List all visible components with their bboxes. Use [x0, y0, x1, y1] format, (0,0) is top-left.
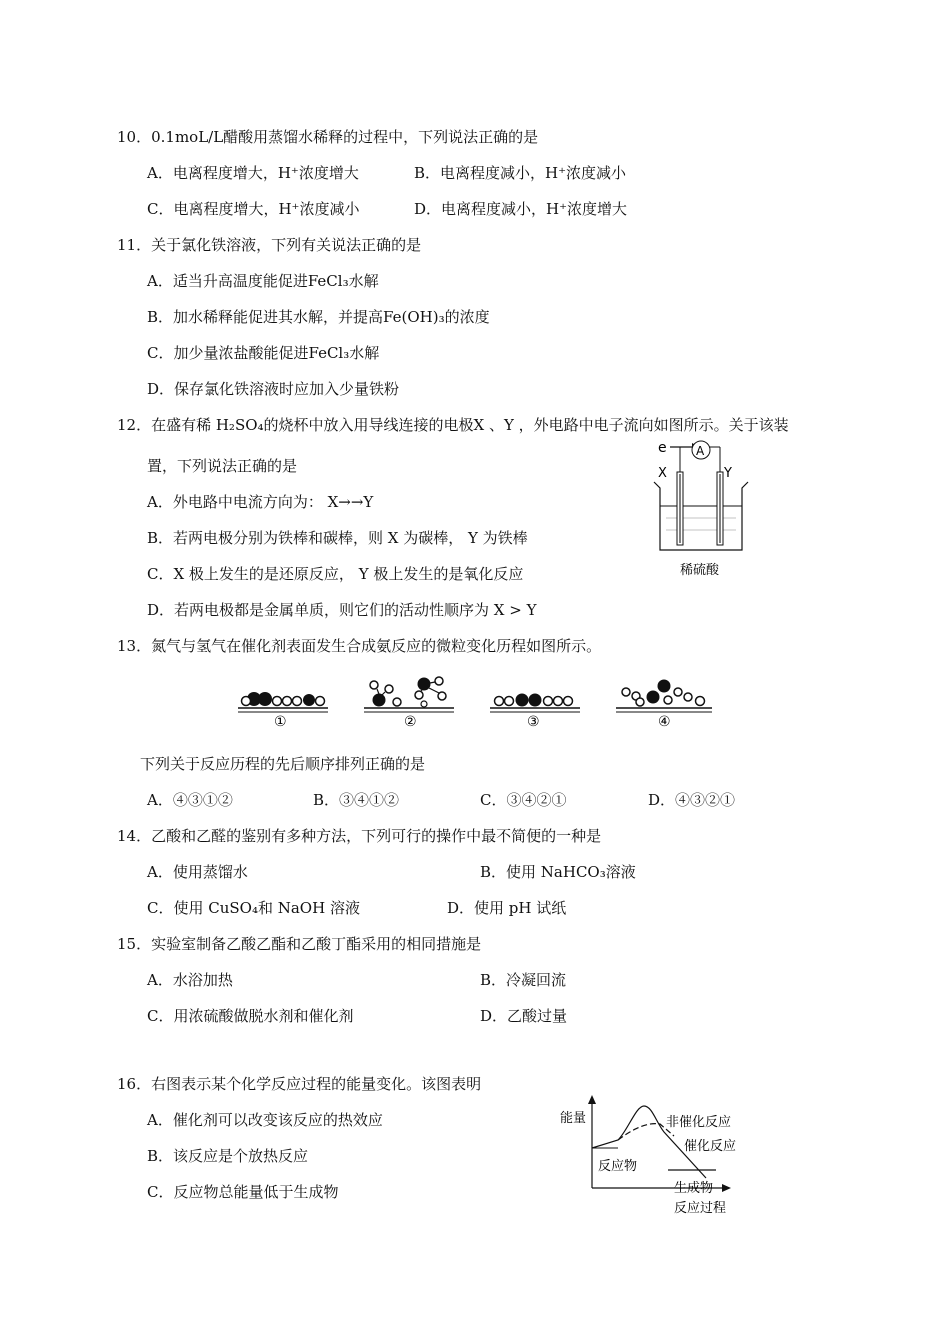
q11-stem: 11．关于氯化铁溶液，下列有关说法正确的是	[117, 236, 422, 254]
mechanism-panel-4	[616, 680, 712, 731]
product-label: 生成物	[674, 1181, 714, 1196]
q12-stem-line1: 12．在盛有稀 H₂SO₄的烧杯中放入用导线连接的电极X 、Y ，外电路中电子流向如图所示。关于该装	[117, 416, 789, 434]
x-axis-arrow	[722, 1184, 731, 1192]
q13-option-c: C．③④②①	[480, 791, 567, 809]
q14-option-a: A．使用蒸馏水	[147, 863, 248, 881]
panel-label-3: ③	[527, 714, 540, 730]
catalyzed-label: 催化反应	[684, 1139, 737, 1154]
mechanism-panel-1	[238, 692, 328, 730]
q12-option-c: C．X 极上发生的是还原反应， Y 极上发生的是氧化反应	[147, 565, 524, 583]
energy-diagram-figure	[556, 1092, 756, 1222]
q12-option-a: A．外电路中电流方向为： X→→Y	[147, 493, 374, 511]
q13-option-a: A．④③①②	[147, 791, 233, 809]
q13-option-b: B．③④①②	[313, 791, 400, 809]
q16-option-c: C．反应物总能量低于生成物	[147, 1183, 339, 1201]
q15-option-a: A．水浴加热	[147, 971, 233, 989]
q12-option-d: D．若两电极都是金属单质，则它们的活动性顺序为 X > Y	[147, 601, 537, 619]
q15-stem: 15．实验室制备乙酸乙酯和乙酸丁酯采用的相同措施是	[117, 935, 482, 953]
q10-option-d: D．电离程度减小，H⁺浓度增大	[414, 200, 628, 218]
q14-stem: 14．乙酸和乙醛的鉴别有多种方法，下列可行的操作中最不简便的一种是	[117, 827, 602, 845]
beaker	[654, 482, 748, 550]
q13-stem: 13．氮气与氢气在催化剂表面发生合成氨反应的微粒变化历程如图所示。	[117, 637, 602, 655]
q13-sub-question: 下列关于反应历程的先后顺序排列正确的是	[140, 755, 426, 773]
q16-stem: 16．右图表示某个化学反应过程的能量变化。该图表明	[117, 1075, 482, 1093]
q10-option-a: A．电离程度增大，H⁺浓度增大	[147, 164, 359, 182]
energy-axis-label: 能量	[560, 1111, 587, 1126]
q13-option-d: D．④③②①	[648, 791, 736, 809]
electron-label: e	[658, 440, 667, 456]
q11-option-c: C．加少量浓盐酸能促进FeCl₃水解	[147, 344, 380, 362]
ammeter-label: A	[696, 444, 705, 458]
q16-option-b: B．该反应是个放热反应	[147, 1147, 309, 1165]
q12-stem-line2: 置，下列说法正确的是	[147, 457, 298, 475]
electrode-x-label: X	[658, 466, 667, 481]
q11-option-a: A．适当升高温度能促进FeCl₃水解	[147, 272, 379, 290]
q10-option-b: B．电离程度减小，H⁺浓度减小	[414, 164, 627, 182]
q10-option-c: C．电离程度增大，H⁺浓度减小	[147, 200, 360, 218]
uncatalyzed-label: 非催化反应	[666, 1115, 732, 1130]
q14-option-b: B．使用 NaHCO₃溶液	[480, 863, 636, 881]
panel-label-1: ①	[274, 714, 287, 730]
reaction-mechanism-figure	[234, 672, 724, 736]
y-axis-arrow	[588, 1095, 596, 1104]
q14-option-d: D．使用 pH 试纸	[447, 899, 567, 917]
q15-option-d: D．乙酸过量	[480, 1007, 568, 1025]
q15-option-b: B．冷凝回流	[480, 971, 567, 989]
beaker-caption: 稀硫酸	[680, 563, 720, 578]
q10-stem: 10．0.1moL/L醋酸用蒸馏水稀释的过程中，下列说法正确的是	[117, 128, 539, 146]
mechanism-panel-2	[364, 677, 454, 730]
q12-option-b: B．若两电极分别为铁棒和碳棒，则 X 为碳棒， Y 为铁棒	[147, 529, 528, 547]
reactant-label: 反应物	[598, 1159, 638, 1174]
electrode-y-label: Y	[724, 466, 732, 481]
electrochemical-cell-figure	[648, 432, 758, 582]
q11-option-b: B．加水稀释能促进其水解，并提高Fe(OH)₃的浓度	[147, 308, 490, 326]
q16-option-a: A．催化剂可以改变该反应的热效应	[147, 1111, 383, 1129]
mechanism-panel-3	[490, 694, 580, 731]
q15-option-c: C．用浓硫酸做脱水剂和催化剂	[147, 1007, 354, 1025]
x-axis-label: 反应过程	[674, 1201, 727, 1216]
panel-label-4: ④	[658, 714, 671, 730]
q14-option-c: C．使用 CuSO₄和 NaOH 溶液	[147, 899, 360, 917]
panel-label-2: ②	[404, 714, 417, 730]
q11-option-d: D．保存氯化铁溶液时应加入少量铁粉	[147, 380, 400, 398]
